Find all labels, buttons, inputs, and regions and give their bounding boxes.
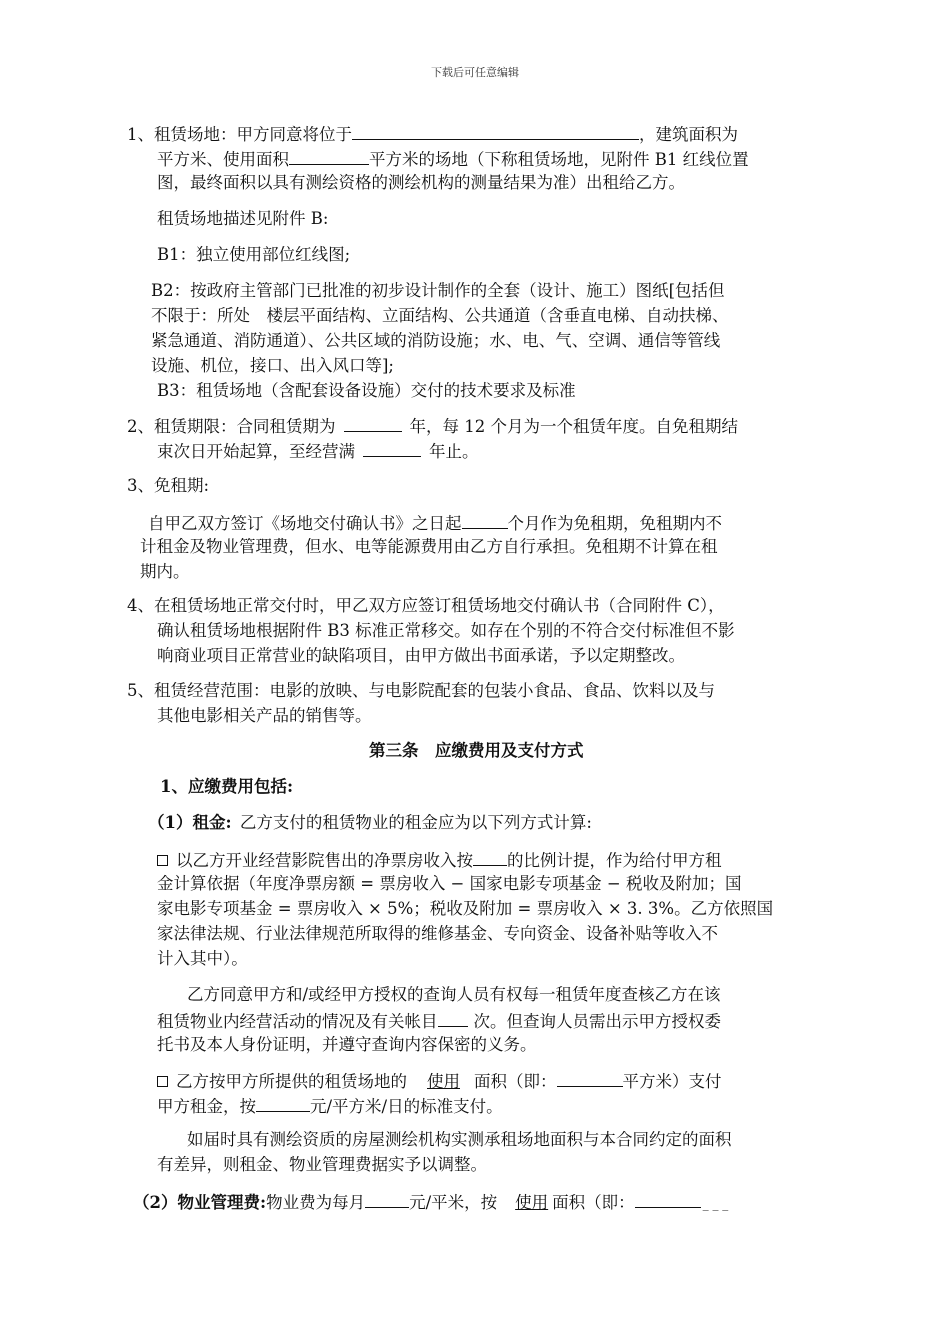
- s1-b2-line-4: 设施、机位，接口、出入风口等];: [151, 356, 394, 375]
- s5-line-1: 5、租赁经营范围：电影的放映、与电影院配套的包装小食品、食品、饮料以及与: [127, 681, 715, 700]
- audit-line-3: 托书及本人身份证明，并遵守查询内容保密的义务。: [157, 1035, 537, 1054]
- adjust-line-1: 如届时具有测绘资质的房屋测绘机构实测承租场地面积与本合同约定的面积: [187, 1130, 732, 1149]
- option-1-checkbox[interactable]: [157, 855, 168, 866]
- location-blank[interactable]: [352, 122, 639, 140]
- fees-title: 1、应缴费用包括:: [160, 777, 294, 796]
- s5-line-2: 其他电影相关产品的销售等。: [157, 706, 372, 725]
- mgmt-tail-dashes: _ _ _: [702, 1197, 729, 1211]
- s1-line-3: 图，最终面积以具有测绘资格的测绘机构的测量结果为准）出租给乙方。: [157, 173, 685, 192]
- audit-line-1: 乙方同意甲方和/或经甲方授权的查询人员有权每一租赁年度查核乙方在该: [187, 985, 721, 1004]
- s1-line-2: 平方米、使用面积 平方米的场地（下称租赁场地，见附件 B1 红线位置: [157, 147, 749, 171]
- s3-line-2: 计租金及物业管理费，但水、电等能源费用由乙方自行承担。免租期不计算在租: [140, 537, 718, 556]
- audit-line-2: 租赁物业内经营活动的情况及有关帐目 次。但查询人员需出示甲方授权委: [157, 1009, 721, 1033]
- s3-line-1: 自甲乙双方签订《场地交付确认书》之日起 个月作为免租期，免租期内不: [148, 511, 722, 535]
- article-3-title: 第三条 应缴费用及支付方式: [369, 741, 584, 760]
- audit-times-blank[interactable]: [438, 1009, 468, 1027]
- box-office-ratio-blank[interactable]: [473, 848, 507, 866]
- option-1-line-2: 金计算依据（年度净票房额 = 票房收入 − 国家电影专项基金 − 税收及附加；国: [157, 874, 742, 893]
- operating-years-blank[interactable]: [363, 439, 421, 457]
- s2-line-2: 束次日开始起算，至经营满 年止。: [157, 439, 479, 463]
- mgmt-fee-line: （2）物业管理费:物业费为每月 元/平米，按 使用 面积（即： _ _ _: [133, 1190, 728, 1215]
- s1-line-1: 1、租赁场地：甲方同意将位于 ，建筑面积为: [127, 122, 738, 146]
- s1-b2-line-2: 不限于：所处 楼层平面结构、立面结构、公共通道（含垂直电梯、自动扶梯、: [151, 306, 729, 325]
- option-1-line-1: 以乙方开业经营影院售出的净票房收入按 的比例计提，作为给付甲方租: [157, 848, 722, 872]
- s1-b1: B1：独立使用部位红线图;: [157, 245, 351, 264]
- s2-line-1: 2、租赁期限：合同租赁期为 年，每 12 个月为一个租赁年度。自免租期结: [127, 414, 738, 438]
- s4-line-3: 响商业项目正常营业的缺陷项目，由甲方做出书面承诺，予以定期整改。: [157, 646, 685, 665]
- usage-area-underlined: 使用: [427, 1072, 460, 1091]
- s3-line-3: 期内。: [140, 562, 190, 581]
- s1-desc: 租赁场地描述见附件 B:: [157, 209, 329, 228]
- usable-area-blank[interactable]: [289, 147, 369, 165]
- adjust-line-2: 有差异，则租金、物业管理费据实予以调整。: [157, 1155, 487, 1174]
- option-2-checkbox[interactable]: [157, 1076, 168, 1087]
- option-1-line-4: 家法律法规、行业法律规范所取得的维修基金、专向资金、设备补贴等收入不: [157, 924, 718, 943]
- mgmt-fee-blank[interactable]: [365, 1190, 409, 1208]
- s1-b2-line-1: B2：按政府主管部门已批准的初步设计制作的全套（设计、施工）图纸[包括但: [151, 281, 725, 300]
- sqm-blank[interactable]: [557, 1069, 623, 1087]
- lease-years-blank[interactable]: [344, 414, 402, 432]
- mgmt-usage-underlined: 使用: [515, 1193, 549, 1212]
- mgmt-area-blank[interactable]: [635, 1190, 701, 1208]
- option-1-line-3: 家电影专项基金 = 票房收入 × 5%；税收及附加 = 票房收入 × 3. 3%。乙方依照国: [157, 899, 774, 918]
- option-2-line-1: 乙方按甲方所提供的租赁场地的 使用 面积（即： 平方米）支付: [157, 1069, 722, 1093]
- option-1-line-5: 计入其中）。: [157, 949, 248, 968]
- page-header: 下载后可任意编辑: [431, 66, 519, 79]
- s1-b2-line-3: 紧急通道、消防通道）、公共区域的消防设施；水、电、气、空调、通信等管线: [151, 331, 721, 350]
- free-months-blank[interactable]: [462, 511, 508, 529]
- option-2-line-2: 甲方租金，按 元/平方米/日的标准支付。: [157, 1094, 503, 1118]
- s4-line-1: 4、在租赁场地正常交付时，甲乙双方应签订租赁场地交付确认书（合同附件 C），: [127, 596, 725, 615]
- s4-line-2: 确认租赁场地根据附件 B3 标准正常移交。如存在个别的不符合交付标准但不影: [157, 621, 735, 640]
- rent-line: （1）租金: 乙方支付的租赁物业的租金应为以下列方式计算:: [148, 813, 592, 832]
- s1-b3: B3：租赁场地（含配套设备设施）交付的技术要求及标准: [157, 381, 576, 400]
- daily-rate-blank[interactable]: [256, 1094, 310, 1112]
- s3-title: 3、免租期:: [127, 476, 210, 495]
